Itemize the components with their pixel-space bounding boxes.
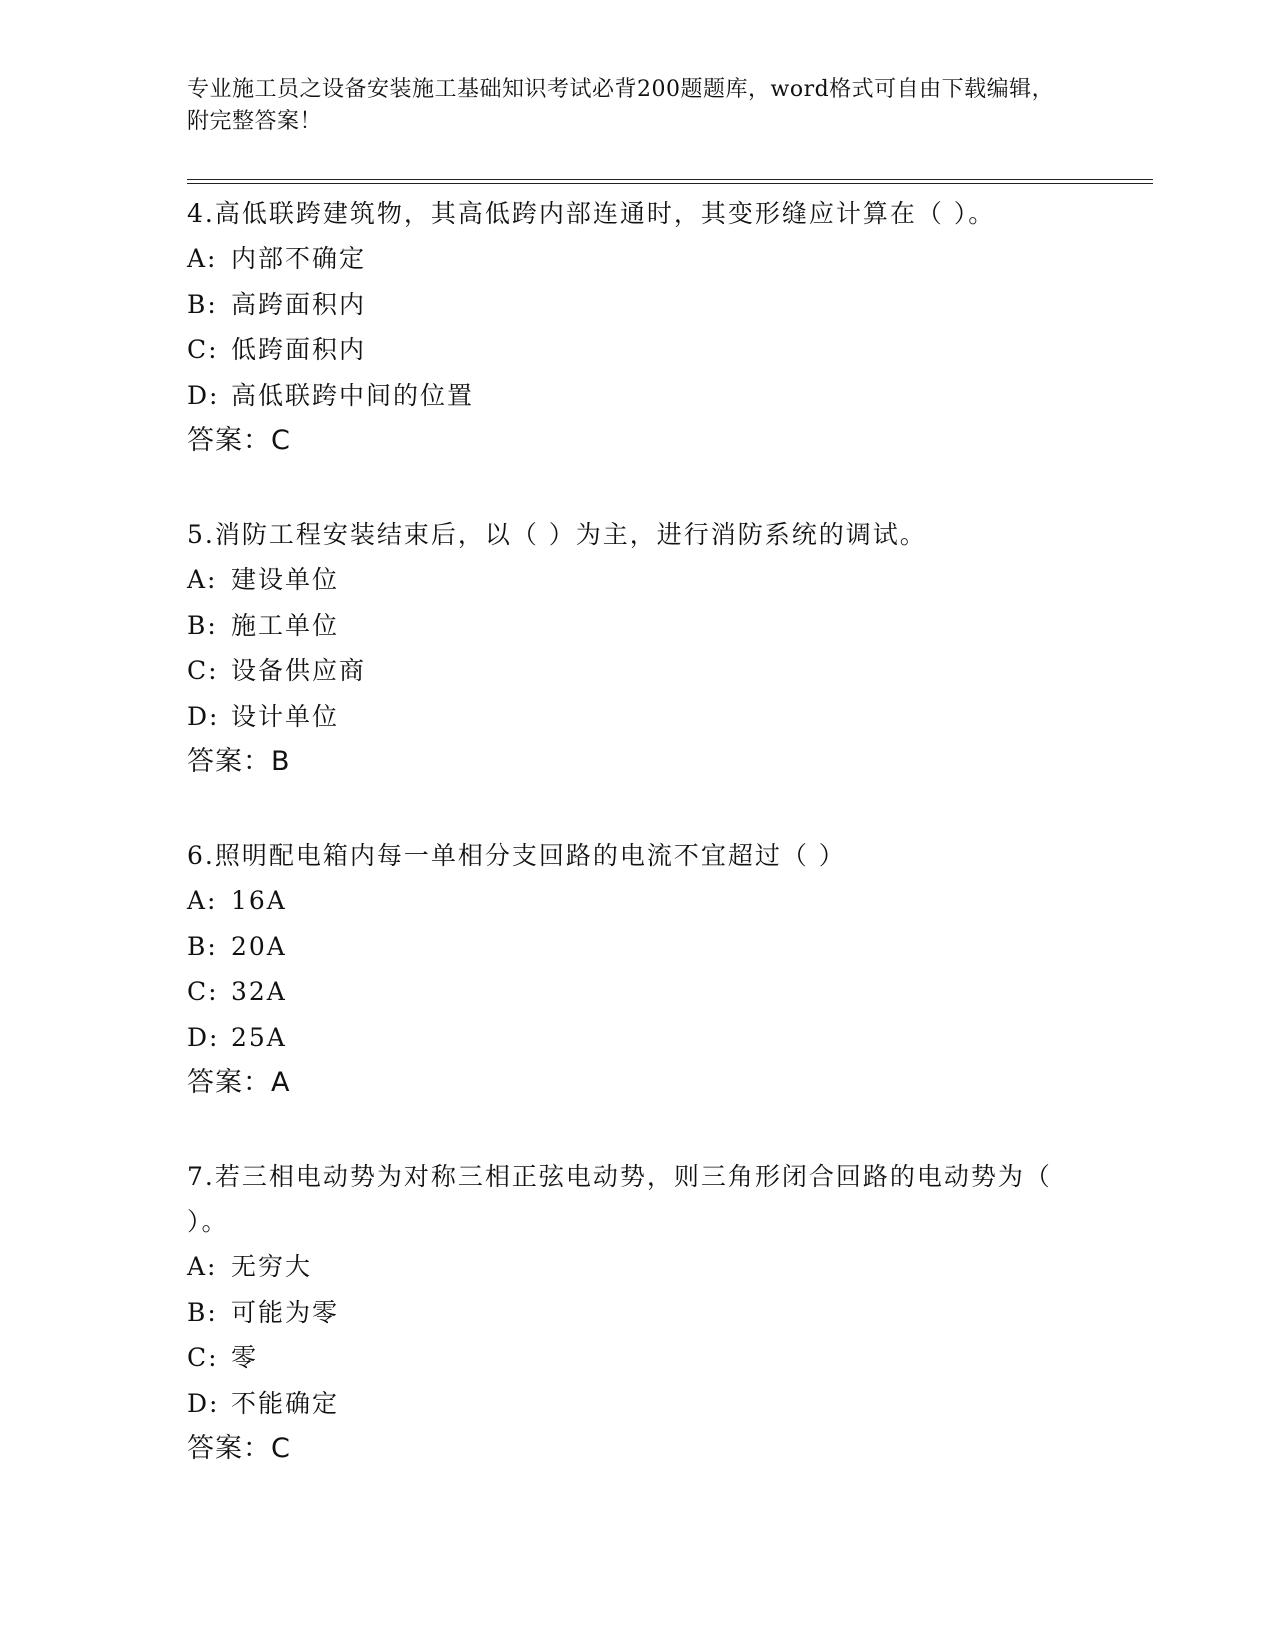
- answer-line: 答案：C: [187, 425, 291, 456]
- option-letter: D:: [187, 701, 220, 731]
- option-text: 高低联跨中间的位置: [231, 380, 475, 410]
- option-letter: A:: [187, 565, 218, 594]
- document-header: 专业施工员之设备安装施工基础知识考试必背200题题库，word格式可自由下载编辑，附完整答案！: [187, 77, 1055, 134]
- option-text: 16A: [231, 886, 287, 915]
- option-text: 设计单位: [231, 701, 340, 731]
- answer-line: 答案：A: [187, 1067, 291, 1098]
- option-a: [187, 557, 1087, 603]
- option-c: [187, 327, 1087, 373]
- option-letter: D:: [187, 1388, 220, 1418]
- question-6: [187, 833, 1087, 1106]
- question-5: [187, 512, 1087, 785]
- option-text: 建设单位: [231, 565, 340, 594]
- option-letter: D:: [187, 380, 220, 410]
- option-letter: B:: [187, 610, 218, 640]
- option-d: [187, 694, 1087, 740]
- option-text: 高跨面积内: [231, 289, 367, 319]
- option-text: 设备供应商: [231, 656, 367, 685]
- option-text: 施工单位: [231, 610, 340, 640]
- header-divider-bottom: [187, 183, 1153, 184]
- question-list: [187, 191, 1087, 1520]
- option-text: 不能确定: [231, 1388, 340, 1418]
- option-letter: C:: [187, 1343, 219, 1372]
- option-b: [187, 924, 1087, 970]
- option-d: [187, 1015, 1087, 1061]
- option-b: [187, 1290, 1087, 1336]
- option-text: 可能为零: [231, 1297, 340, 1327]
- option-text: 内部不确定: [231, 244, 367, 273]
- option-letter: A:: [187, 1252, 218, 1281]
- option-letter: B:: [187, 289, 218, 319]
- option-letter: A:: [187, 886, 218, 915]
- question-stem: 7.若三相电动势为对称三相正弦电动势，则三角形闭合回路的电动势为（ ）。: [187, 1162, 1052, 1236]
- option-text: 20A: [231, 931, 287, 961]
- header-divider-top: [187, 179, 1153, 180]
- option-text: 低跨面积内: [231, 335, 367, 364]
- option-c: [187, 1335, 1087, 1381]
- option-a: [187, 878, 1087, 924]
- option-d: [187, 373, 1087, 419]
- option-letter: C:: [187, 977, 219, 1006]
- option-c: [187, 969, 1087, 1015]
- option-letter: A:: [187, 244, 218, 273]
- option-c: [187, 648, 1087, 694]
- option-d: [187, 1381, 1087, 1427]
- option-a: [187, 1244, 1087, 1290]
- option-letter: B:: [187, 931, 218, 961]
- option-letter: D:: [187, 1022, 220, 1052]
- question-4: [187, 191, 1087, 464]
- answer-line: 答案：C: [187, 1433, 291, 1464]
- answer-line: 答案：B: [187, 746, 291, 777]
- option-text: 零: [231, 1343, 259, 1372]
- option-b: [187, 603, 1087, 649]
- option-text: 25A: [231, 1022, 287, 1052]
- question-stem: 5.消防工程安装结束后，以（ ）为主，进行消防系统的调试。: [187, 520, 927, 549]
- option-text: 32A: [231, 977, 287, 1006]
- option-a: [187, 236, 1087, 282]
- option-letter: B:: [187, 1297, 218, 1327]
- option-b: [187, 282, 1087, 328]
- option-text: 无穷大: [231, 1252, 313, 1281]
- question-7: [187, 1154, 1087, 1472]
- question-stem: 4.高低联跨建筑物，其高低跨内部连通时，其变形缝应计算在（ ）。: [187, 199, 996, 228]
- option-letter: C:: [187, 656, 219, 685]
- question-stem: 6.照明配电箱内每一单相分支回路的电流不宜超过（ ）: [187, 841, 846, 870]
- option-letter: C:: [187, 335, 219, 364]
